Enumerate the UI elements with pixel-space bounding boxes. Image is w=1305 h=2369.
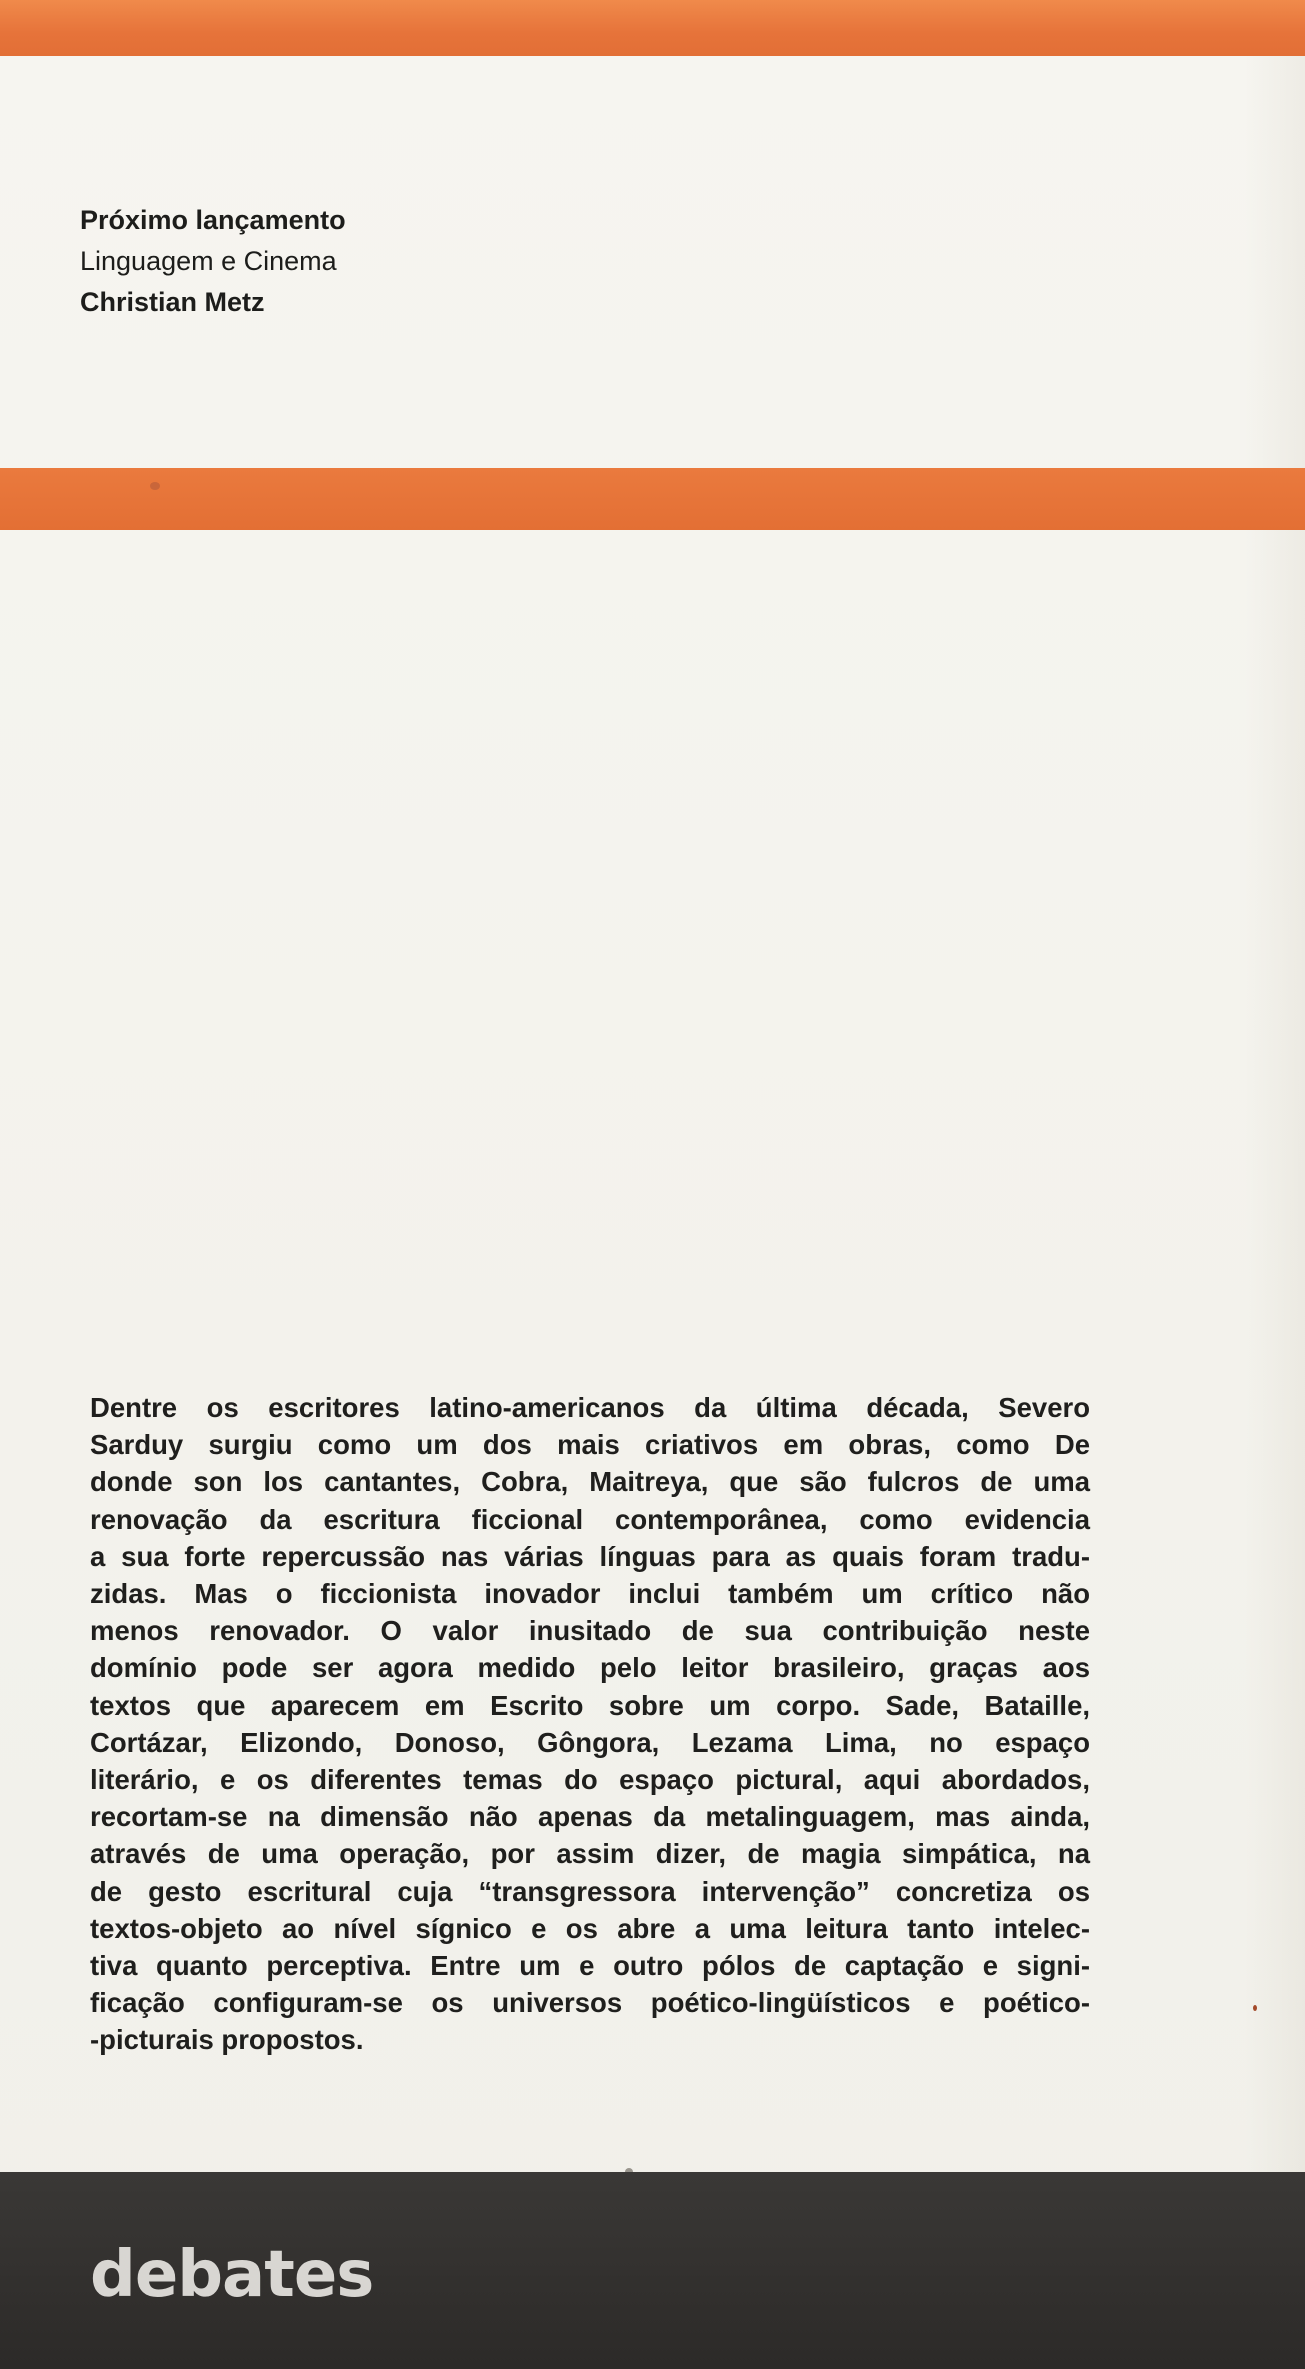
paper-edge-shade	[1245, 0, 1305, 2180]
description-line: zidas. Mas o ficcionista inovador inclui também um crítico não	[90, 1578, 1090, 1610]
print-speck	[150, 482, 160, 490]
description-line: renovação da escritura ficcional contemporânea, como evidencia	[90, 1503, 1090, 1535]
description-line: ficação configuram-se os universos poético-lingüísticos e poético-	[90, 1987, 1090, 2019]
series-logo: debates	[90, 2238, 374, 2312]
description-line: tiva quanto perceptiva. Entre um e outro pólos de captação e signi-	[90, 1950, 1090, 1982]
description-line: textos que aparecem em Escrito sobre um corpo. Sade, Bataille,	[90, 1689, 1090, 1721]
next-release-author: Christian Metz	[80, 287, 265, 317]
description-line: de gesto escritural cuja “transgressora intervenção” concretiza os	[90, 1875, 1090, 1907]
description-line: domínio pode ser agora medido pelo leitor brasileiro, graças aos	[90, 1652, 1090, 1684]
description-line: Cortázar, Elizondo, Donoso, Gôngora, Lezama Lima, no espaço	[90, 1726, 1090, 1758]
description-line: a sua forte repercussão nas várias línguas para as quais foram tradu-	[90, 1540, 1090, 1572]
description-line: menos renovador. O valor inusitado de sua contribuição neste	[90, 1615, 1090, 1647]
description-line: donde son los cantantes, Cobra, Maitreya, que são fulcros de uma	[90, 1466, 1090, 1498]
description-line: recortam-se na dimensão não apenas da metalinguagem, mas ainda,	[90, 1801, 1090, 1833]
next-release-block	[80, 200, 346, 323]
description-line: Sarduy surgiu como um dos mais criativos em obras, como De	[90, 1429, 1090, 1461]
description-line: Dentre os escritores latino-americanos da última década, Severo	[90, 1392, 1090, 1423]
middle-orange-stripe	[0, 468, 1305, 530]
description-line: literário, e os diferentes temas do espaço pictural, aqui abordados,	[90, 1764, 1090, 1796]
description-line: textos-objeto ao nível sígnico e os abre a uma leitura tanto intelec-	[90, 1912, 1090, 1944]
top-orange-stripe	[0, 0, 1305, 56]
book-description	[90, 1389, 1090, 2059]
description-line: -picturais propostos.	[90, 2024, 364, 2056]
description-line: através de uma operação, por assim dizer, de magia simpática, na	[90, 1838, 1090, 1870]
next-release-title: Linguagem e Cinema	[80, 246, 337, 276]
print-speck	[1253, 2005, 1257, 2011]
next-release-label: Próximo lançamento	[80, 205, 346, 235]
